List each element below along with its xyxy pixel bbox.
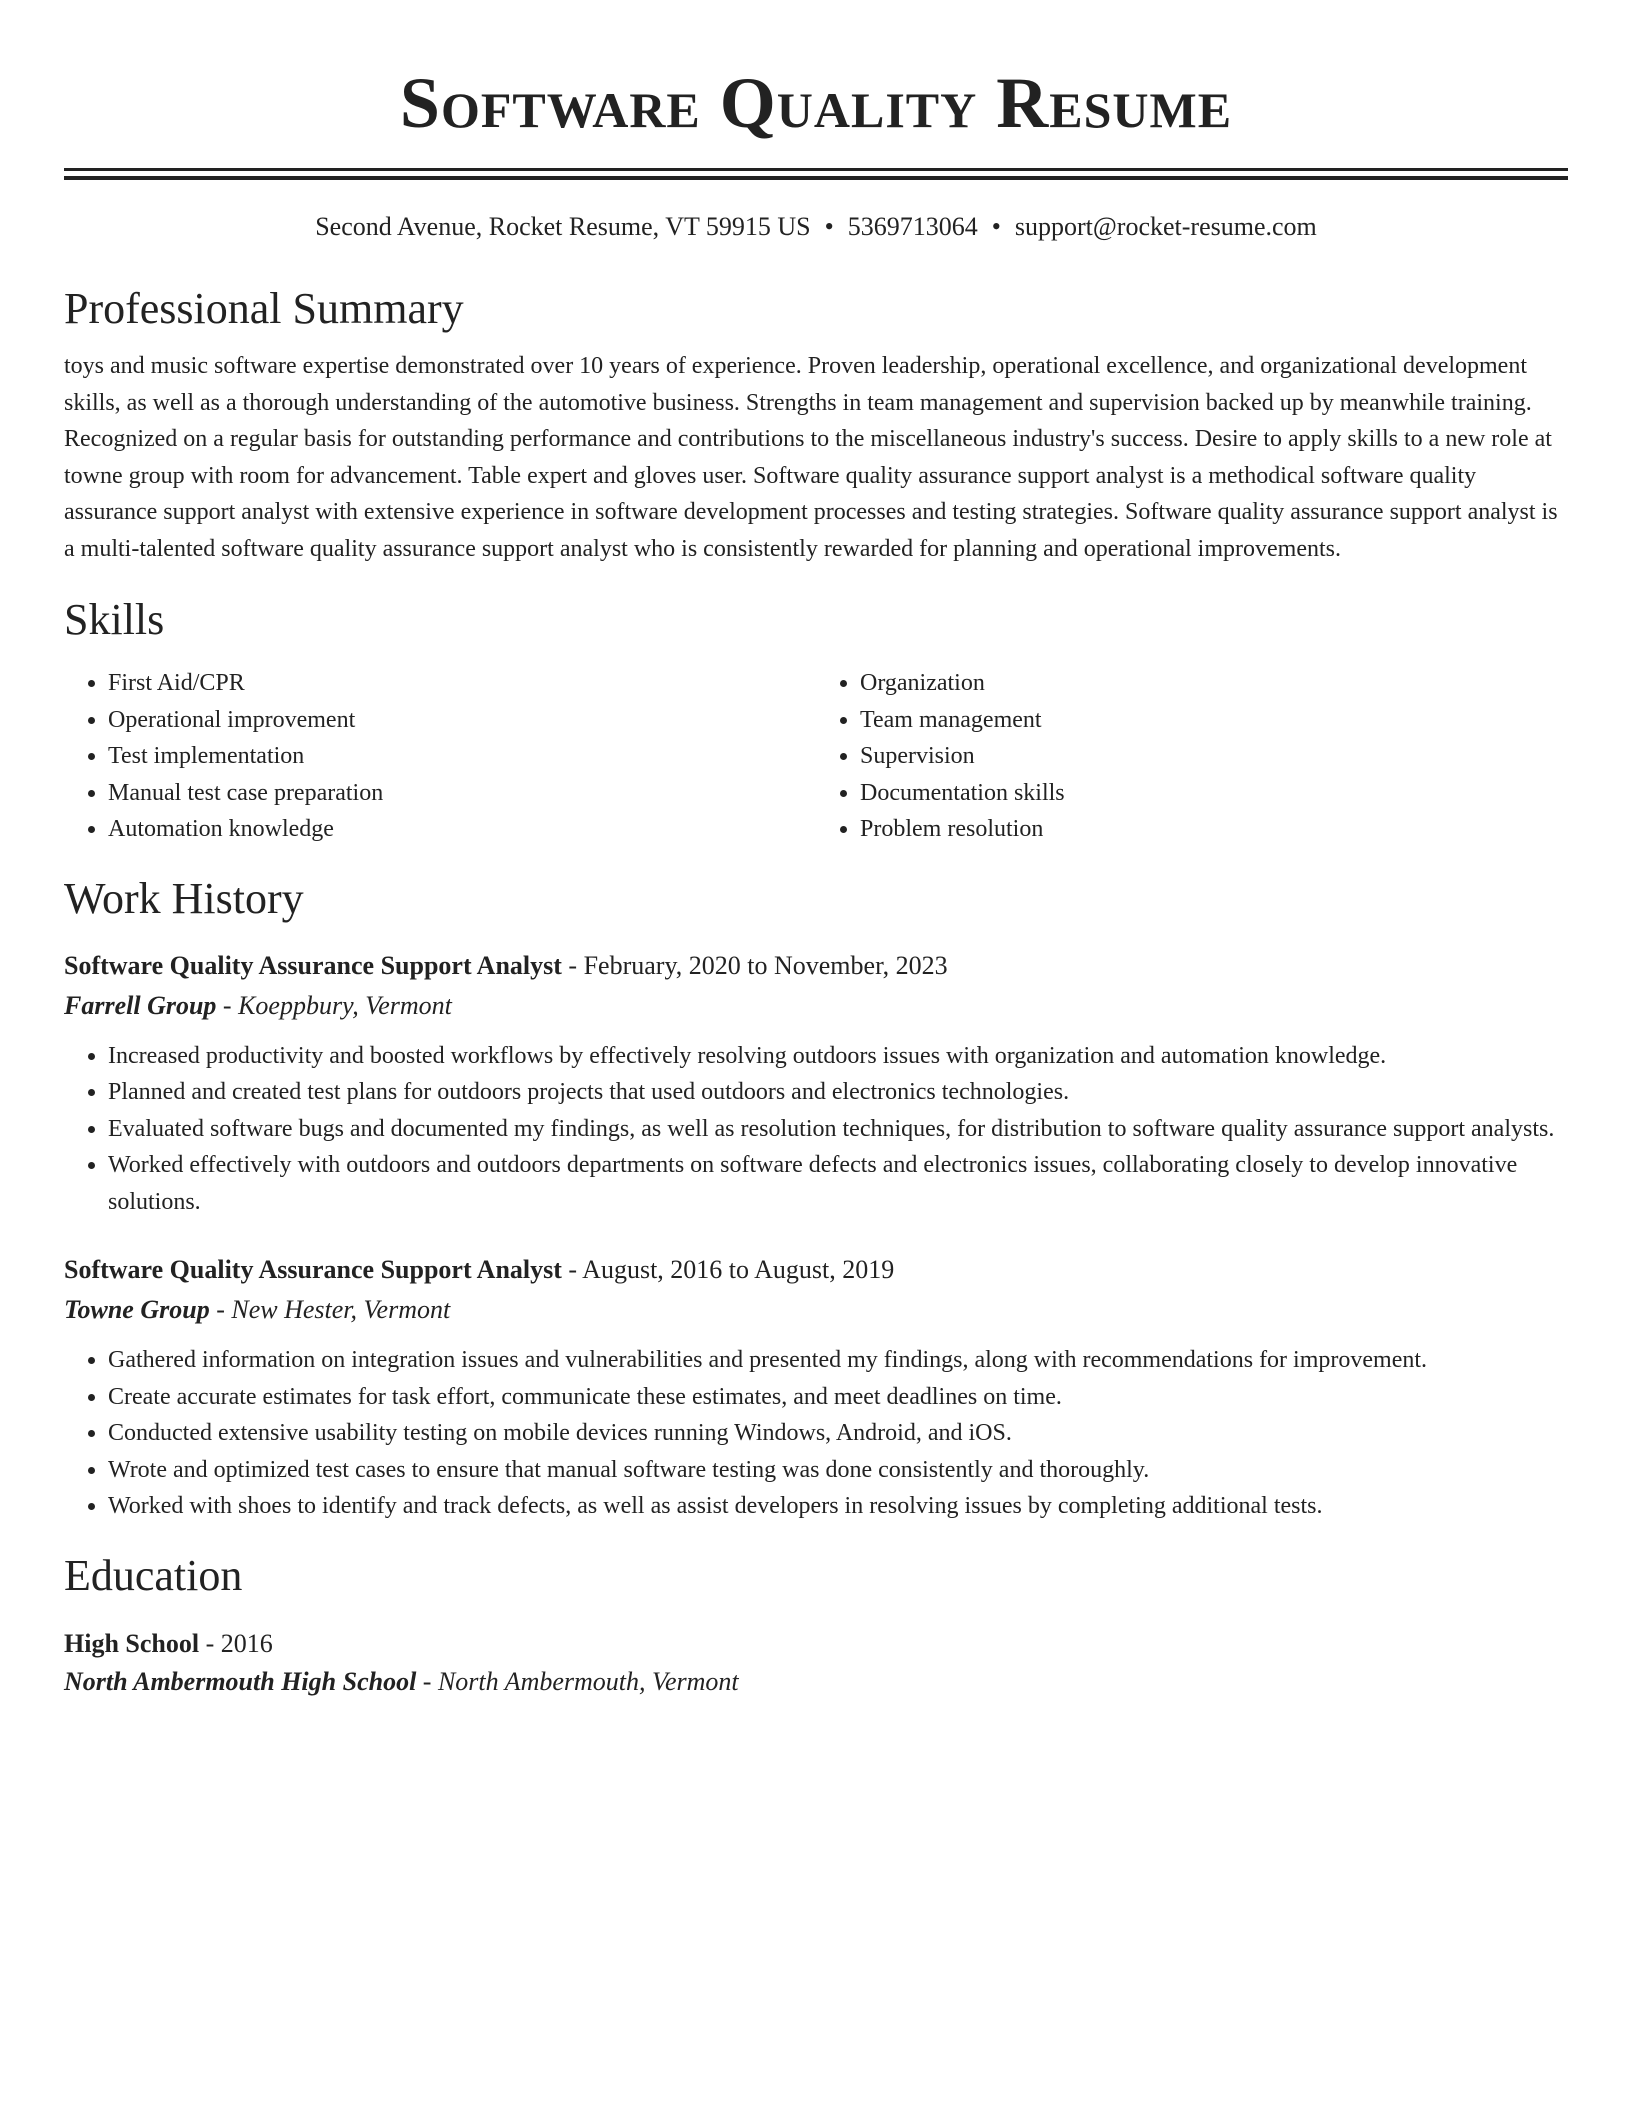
job-title: Software Quality Assurance Support Analyst: [64, 950, 562, 980]
job-bullet: • Gathered information on integration issues and vulnerabilities and presented my findings, along with recommendations for improvement.: [108, 1342, 1568, 1379]
dash: -: [216, 1295, 225, 1324]
education-degree: High School: [64, 1628, 200, 1658]
job-header: [64, 946, 1568, 986]
skill-item: • Test implementation: [108, 738, 816, 775]
education-year: 2016: [220, 1628, 273, 1658]
job-title: Software Quality Assurance Support Analyst: [64, 1255, 562, 1284]
job-bullet: • Planned and created test plans for outdoors projects that used outdoors and electronics technologies.: [108, 1074, 1568, 1111]
education-school-line: [64, 1663, 1568, 1701]
education-heading: Education: [64, 1550, 243, 1600]
contact-phone: 5369713064: [847, 212, 978, 241]
contact-email: support@rocket-resume.com: [1014, 212, 1317, 241]
job-bullet: • Create accurate estimates for task effort, communicate these estimates, and meet deadlines on time.: [108, 1379, 1568, 1416]
resume-title: Software Quality Resume: [399, 63, 1233, 143]
dash: -: [422, 1666, 432, 1696]
dash: -: [568, 1255, 578, 1284]
job-dates: August, 2016 to August, 2019: [582, 1255, 895, 1284]
contact-address: Second Avenue, Rocket Resume, VT 59915 US: [315, 212, 811, 241]
skills-list-left: [64, 665, 816, 848]
skill-item: • Manual test case preparation: [108, 775, 816, 812]
job-bullet: • Increased productivity and boosted workflows by effectively resolving outdoors issues with organization and automation knowledge.: [108, 1038, 1568, 1075]
job-company-line: [64, 1290, 1568, 1330]
summary-text: toys and music software expertise demonstrated over 10 years of experience. Proven leadership, operational excellence, and organizational development skills, as well as a thorough understanding of the automotive business. Strengths in team management and supervision backed up by meanwhile training. Recognized on a regular basis for outstanding performance and contributions to the miscellaneous industry's success. Desire to apply skills to a new role at towne group with room for advancement. Table expert and gloves user. Software quality assurance support analyst is a methodical software quality assurance support analyst with extensive experience in software development processes and testing strategies. Software quality assurance support analyst is a multi-talented software quality assurance support analyst who is consistently rewarded for planning and operational improvements.: [64, 353, 1558, 562]
skills-section: [64, 593, 1568, 848]
work-history-section: [64, 872, 1568, 1525]
education-section: [64, 1549, 1568, 1701]
dash: -: [205, 1628, 215, 1658]
title-rule-bottom: [64, 176, 1568, 180]
job-header: [64, 1250, 1568, 1290]
dash: -: [222, 990, 232, 1020]
skill-item: • Organization: [860, 665, 1568, 702]
job-bullets: [64, 1342, 1568, 1525]
contact-line: [64, 210, 1568, 244]
job-bullet: • Wrote and optimized test cases to ensure that manual software testing was done consistently and thoroughly.: [108, 1452, 1568, 1489]
job-bullet: • Conducted extensive usability testing on mobile devices running Windows, Android, and iOS.: [108, 1415, 1568, 1452]
job-company-line: [64, 986, 1568, 1026]
summary-heading: Professional Summary: [64, 284, 464, 333]
contact-separator: •: [991, 212, 1001, 241]
skill-item: • Supervision: [860, 738, 1568, 775]
job-bullets: [64, 1038, 1568, 1221]
skill-item: • Automation knowledge: [108, 811, 816, 848]
job-bullet: • Worked effectively with outdoors and outdoors departments on software defects and electronics issues, collaborating closely to develop innovative solutions.: [108, 1147, 1568, 1220]
education-degree-line: [64, 1625, 1568, 1663]
work-history-heading: Work History: [64, 873, 304, 923]
dash: -: [568, 950, 578, 980]
education-school: North Ambermouth High School: [64, 1666, 417, 1696]
job-location: New Hester, Vermont: [231, 1295, 451, 1324]
skill-item: • Team management: [860, 702, 1568, 739]
skill-item: • Problem resolution: [860, 811, 1568, 848]
education-location: North Ambermouth, Vermont: [437, 1666, 739, 1696]
skill-item: • Operational improvement: [108, 702, 816, 739]
job-bullet: • Worked with shoes to identify and track defects, as well as assist developers in resolving issues by completing additional tests.: [108, 1488, 1568, 1525]
contact-separator: •: [824, 212, 834, 241]
title-rule-top: [64, 168, 1568, 171]
job-dates: February, 2020 to November, 2023: [583, 950, 948, 980]
job-entry: [64, 946, 1568, 1221]
summary-section: [64, 282, 1568, 567]
skills-columns: [64, 665, 1568, 848]
job-location: Koeppbury, Vermont: [238, 990, 452, 1020]
job-company: Towne Group: [64, 1295, 210, 1324]
skill-item: • First Aid/CPR: [108, 665, 816, 702]
skill-item: • Documentation skills: [860, 775, 1568, 812]
skills-heading: Skills: [64, 595, 165, 644]
job-bullet: • Evaluated software bugs and documented my findings, as well as resolution techniques, for distribution to software quality assurance support analysts.: [108, 1111, 1568, 1148]
job-entry: [64, 1250, 1568, 1525]
skills-list-right: [816, 665, 1568, 848]
job-company: Farrell Group: [64, 990, 217, 1020]
